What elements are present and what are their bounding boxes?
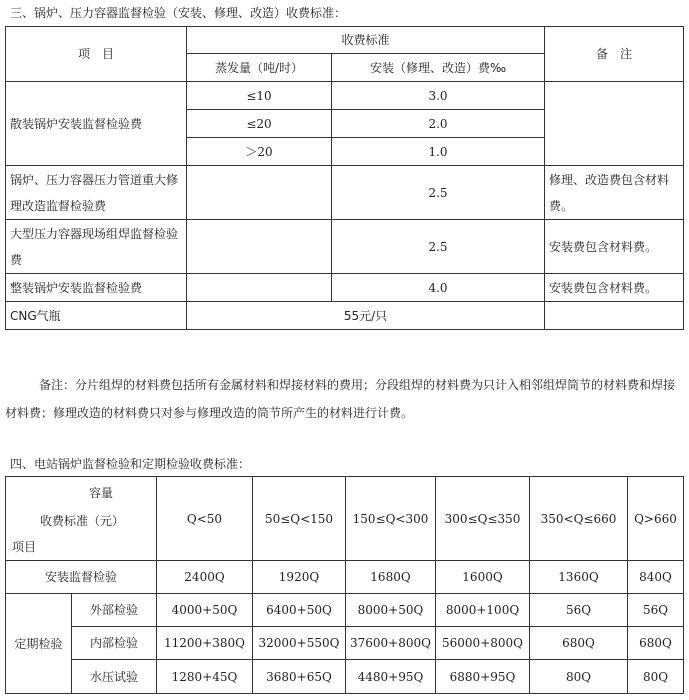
corner-item: 项目 xyxy=(12,540,37,554)
fee-value: 80Q xyxy=(530,660,628,694)
corner-header xyxy=(6,477,157,561)
fee-value: 840Q xyxy=(628,561,684,594)
fee-value: 32000+550Q xyxy=(253,627,346,660)
fee-value: 11200+380Q xyxy=(157,627,253,660)
capacity-column: 300≤Q≤350 xyxy=(436,477,530,561)
install-inspection-label: 安装监督检验 xyxy=(6,561,157,594)
inspection-fee-table xyxy=(5,26,684,330)
fee-value: 6400+50Q xyxy=(253,594,346,627)
periodic-inspection-label: 定期检验 xyxy=(6,594,72,694)
evaporation-value: ≤20 xyxy=(187,110,332,138)
fee-value: 8000+100Q xyxy=(436,594,530,627)
periodic-row-label: 外部检验 xyxy=(72,594,157,627)
fee-value: 1920Q xyxy=(253,561,346,594)
corner-fee-standard: 收费标准（元） xyxy=(40,514,125,528)
empty-cell xyxy=(187,220,332,274)
fee-value: 8000+50Q xyxy=(346,594,436,627)
capacity-column: 150≤Q<300 xyxy=(346,477,436,561)
fee-value: 2400Q xyxy=(157,561,253,594)
row-item-label: 整装锅炉安装监督检验费 xyxy=(6,274,187,302)
capacity-column: Q<50 xyxy=(157,477,253,561)
fee-value: 1600Q xyxy=(436,561,530,594)
fee-value: 56Q xyxy=(628,594,684,627)
remark-text: 安装费包含材料费。 xyxy=(545,274,684,302)
capacity-column: Q>660 xyxy=(628,477,684,561)
evaporation-value: ≤10 xyxy=(187,82,332,110)
evaporation-value: ＞20 xyxy=(187,138,332,166)
remark-cell xyxy=(545,82,684,166)
remark-note: 备注：分片组焊的材料费包括所有金属材料和焊接材料的费用；分段组焊的材料费为只计入相邻组焊筒节的材料费和焊接材料费；修理改造的材料费只对参与修理改造的筒节所产生的材料进行计费。 xyxy=(5,378,676,420)
remark-text xyxy=(545,302,684,330)
row-item-label: 大型压力容器现场组焊监督检验费 xyxy=(6,220,187,274)
section4-title: 四、电站锅炉监督检验和定期检验收费标准： xyxy=(10,457,251,471)
fee-rate: 3.0 xyxy=(332,82,545,110)
fee-value: 1360Q xyxy=(530,561,628,594)
fee-rate: 55元/只 xyxy=(187,302,545,330)
fee-value: 6880+95Q xyxy=(436,660,530,694)
capacity-column: 350<Q≤660 xyxy=(530,477,628,561)
fee-rate: 2.5 xyxy=(332,220,545,274)
fee-value: 1280+45Q xyxy=(157,660,253,694)
fee-value: 56Q xyxy=(530,594,628,627)
fee-value: 80Q xyxy=(628,660,684,694)
fee-rate: 1.0 xyxy=(332,138,545,166)
power-boiler-fee-table xyxy=(5,476,684,694)
empty-cell xyxy=(187,274,332,302)
row-item-label: 锅炉、压力容器压力管道重大修理改造监督检验费 xyxy=(6,166,187,220)
fee-value: 680Q xyxy=(530,627,628,660)
fee-value: 3680+65Q xyxy=(253,660,346,694)
section3-title: 三、锅炉、压力容器监督检验（安装、修理、改造）收费标准： xyxy=(10,6,347,20)
periodic-row-label: 内部检验 xyxy=(72,627,157,660)
fee-value: 1680Q xyxy=(346,561,436,594)
row-item-label: CNG气瓶 xyxy=(6,302,187,330)
empty-cell xyxy=(187,166,332,220)
fee-rate: 4.0 xyxy=(332,274,545,302)
fee-rate: 2.0 xyxy=(332,110,545,138)
remark-text: 安装费包含材料费。 xyxy=(545,220,684,274)
header-remark: 备 注 xyxy=(545,27,684,82)
fee-value: 4000+50Q xyxy=(157,594,253,627)
periodic-row-label: 水压试验 xyxy=(72,660,157,694)
header-install-fee: 安装（修理、改造）费‰ xyxy=(332,54,545,82)
fee-value: 37600+800Q xyxy=(346,627,436,660)
fee-value: 4480+95Q xyxy=(346,660,436,694)
fee-rate: 2.5 xyxy=(332,166,545,220)
header-item: 项 目 xyxy=(6,27,187,82)
remark-text: 修理、改造费包含材料费。 xyxy=(545,166,684,220)
fee-value: 680Q xyxy=(628,627,684,660)
header-fee-standard: 收费标准 xyxy=(187,27,545,54)
header-evaporation: 蒸发量（吨/时） xyxy=(187,54,332,82)
corner-capacity: 容量 xyxy=(89,486,114,500)
fee-value: 56000+800Q xyxy=(436,627,530,660)
row-item-label: 散装锅炉安装监督检验费 xyxy=(6,82,187,166)
capacity-column: 50≤Q<150 xyxy=(253,477,346,561)
